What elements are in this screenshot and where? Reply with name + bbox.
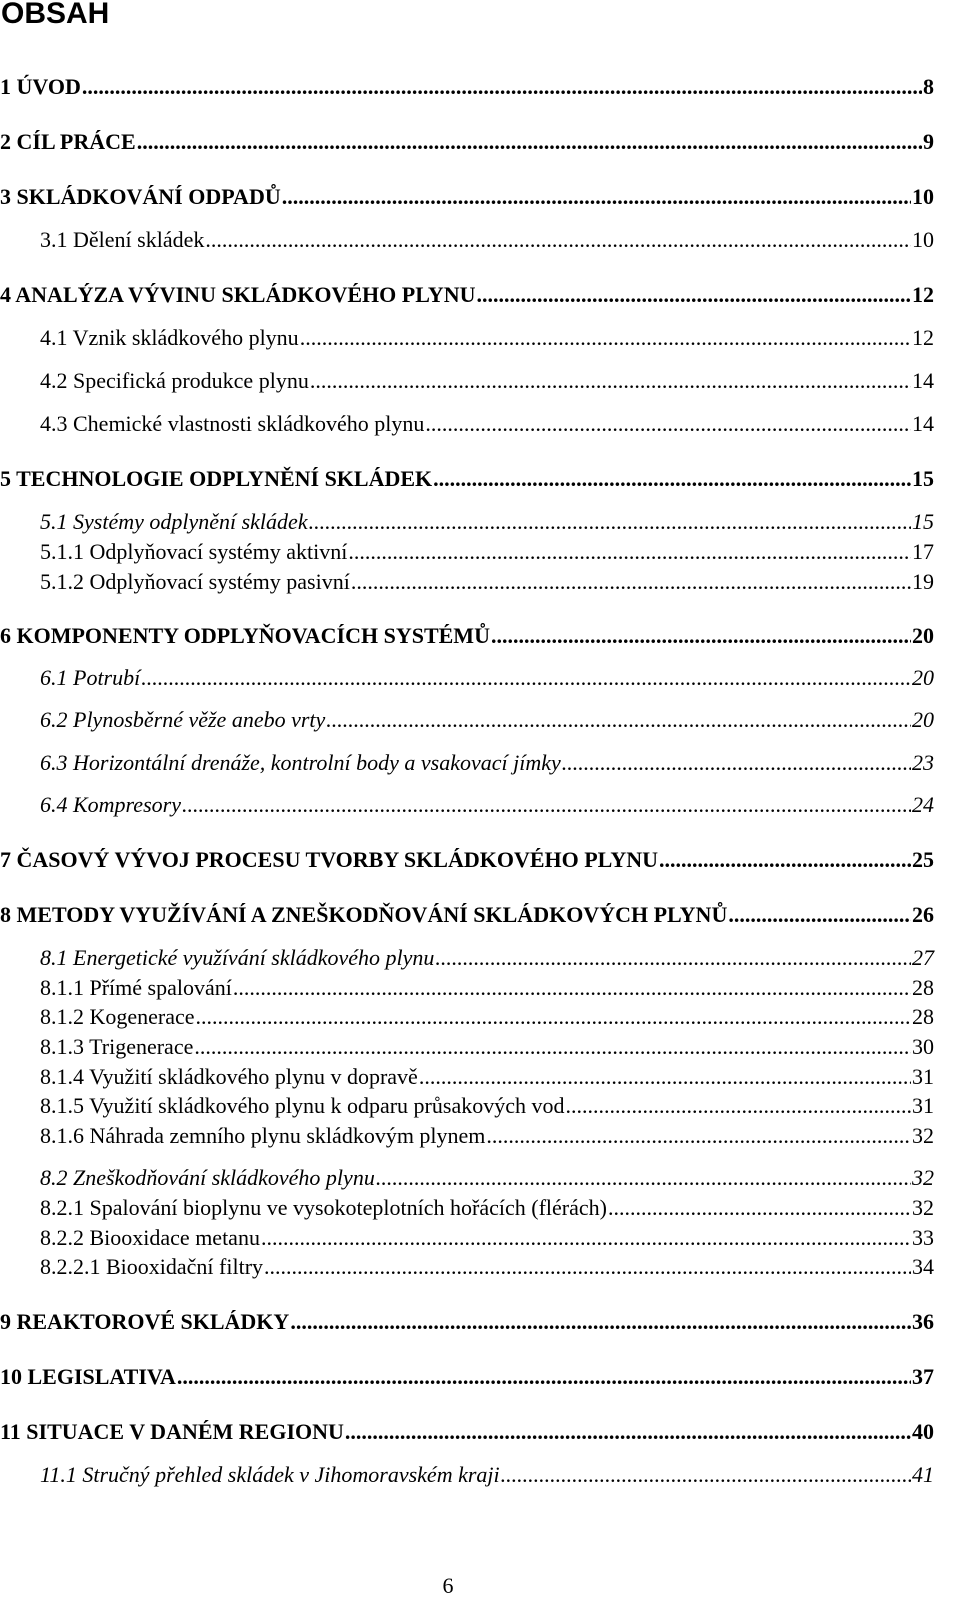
dot-leader	[137, 128, 922, 156]
toc-entry-title: 1 ÚVOD	[0, 74, 81, 99]
dot-leader	[491, 622, 911, 650]
toc-entry-title: 4.3 Chemické vlastnosti skládkového plynu	[40, 411, 425, 436]
dot-leader	[659, 846, 911, 874]
dot-leader	[300, 324, 911, 352]
dot-leader	[486, 1122, 911, 1150]
dot-leader	[477, 281, 911, 309]
toc-entry-page: 31	[912, 1064, 934, 1089]
toc-entry-title: 8 METODY VYUŽÍVÁNÍ A ZNEŠKODŇOVÁNÍ SKLÁDKOVÝCH PLYNŮ	[0, 902, 728, 927]
toc-entry-page: 20	[912, 707, 934, 732]
toc-entry[interactable]	[0, 128, 934, 156]
toc-entry-page: 31	[912, 1093, 934, 1118]
toc-entry-title: 2 CÍL PRÁCE	[0, 129, 136, 154]
toc-entry[interactable]	[40, 1063, 934, 1091]
toc-entry-title: 11 SITUACE V DANÉM REGIONU	[0, 1419, 344, 1444]
toc-entry[interactable]	[40, 1253, 934, 1281]
dot-leader	[376, 1164, 911, 1192]
toc-entry[interactable]	[40, 1092, 934, 1120]
toc-entry-page: 41	[912, 1462, 934, 1487]
toc-entry-title: 4 ANALÝZA VÝVINU SKLÁDKOVÉHO PLYNU	[0, 282, 476, 307]
toc-entry-title: 3 SKLÁDKOVÁNÍ ODPADŮ	[0, 184, 281, 209]
toc-entry[interactable]	[0, 1418, 934, 1446]
toc-entry-title: 8.1.5 Využití skládkového plynu k odparu průsakových vod	[40, 1093, 565, 1118]
toc-entry[interactable]	[0, 622, 934, 650]
toc-entry[interactable]	[40, 791, 934, 819]
toc-entry-page: 23	[912, 750, 934, 775]
dot-leader	[728, 901, 911, 929]
toc-entry-title: 9 REAKTOROVÉ SKLÁDKY	[0, 1309, 290, 1334]
dot-leader	[348, 538, 911, 566]
dot-leader	[501, 1461, 911, 1489]
toc-entry-title: 10 LEGISLATIVA	[0, 1364, 176, 1389]
toc-entry[interactable]	[0, 73, 934, 101]
toc-entry-page: 37	[912, 1364, 934, 1389]
toc-entry[interactable]	[0, 846, 934, 874]
toc-entry[interactable]	[40, 706, 934, 734]
toc-entry-page: 26	[912, 902, 934, 927]
dot-leader	[205, 226, 911, 254]
dot-leader	[309, 508, 911, 536]
toc-entry[interactable]	[40, 974, 934, 1002]
toc-entry[interactable]	[40, 1164, 934, 1192]
toc-entry-title: 8.2 Zneškodňování skládkového plynu	[40, 1165, 375, 1190]
toc-entry[interactable]	[40, 664, 934, 692]
toc-entry[interactable]	[40, 1033, 934, 1061]
toc-entry[interactable]	[40, 226, 934, 254]
toc-entry-title: 4.2 Specifická produkce plynu	[40, 368, 309, 393]
toc-entry-page: 9	[923, 129, 934, 154]
toc-entry-page: 15	[912, 466, 934, 491]
toc-entry-page: 34	[912, 1254, 934, 1279]
toc-entry[interactable]	[40, 324, 934, 352]
page-number: 6	[442, 1573, 454, 1598]
toc-entry-title: 8.2.2 Biooxidace metanu	[40, 1225, 260, 1250]
toc-entry-title: 5.1.2 Odplyňovací systémy pasivní	[40, 569, 350, 594]
dot-leader	[433, 465, 911, 493]
dot-leader	[565, 1092, 911, 1120]
toc-entry-title: 5.1 Systémy odplynění skládek	[40, 509, 308, 534]
toc-entry-page: 36	[912, 1309, 934, 1334]
dot-leader	[345, 1418, 911, 1446]
dot-leader	[194, 1033, 911, 1061]
toc-entry-page: 28	[912, 975, 934, 1000]
toc-entry[interactable]	[0, 281, 934, 309]
toc-entry-page: 8	[923, 74, 934, 99]
dot-leader	[351, 568, 911, 596]
toc-entry[interactable]	[40, 568, 934, 596]
dot-leader	[562, 749, 911, 777]
toc-entry[interactable]	[40, 1224, 934, 1252]
toc-entry-title: 5 TECHNOLOGIE ODPLYNĚNÍ SKLÁDEK	[0, 466, 433, 491]
dot-leader	[310, 367, 911, 395]
toc-entry-page: 14	[912, 411, 934, 436]
toc-entry[interactable]	[0, 1308, 934, 1336]
toc-entry-title: 8.1.3 Trigenerace	[40, 1034, 194, 1059]
toc-entry-page: 14	[912, 368, 934, 393]
toc-entry[interactable]	[40, 410, 934, 438]
toc-entry-title: 6.4 Kompresory	[40, 792, 181, 817]
toc-entry-title: 7 ČASOVÝ VÝVOJ PROCESU TVORBY SKLÁDKOVÉHO PLYNU	[0, 847, 658, 872]
toc-entry[interactable]	[40, 944, 934, 972]
toc-entry[interactable]	[40, 508, 934, 536]
toc-entry-page: 24	[912, 792, 934, 817]
toc-entry[interactable]	[40, 1194, 934, 1222]
toc-entry-page: 30	[912, 1034, 934, 1059]
dot-leader	[177, 1363, 911, 1391]
toc-entry-title: 11.1 Stručný přehled skládek v Jihomoravském kraji	[40, 1462, 500, 1487]
toc-entry-title: 8.1.4 Využití skládkového plynu v dopravě	[40, 1064, 418, 1089]
toc-entry-title: 8.2.2.1 Biooxidační filtry	[40, 1254, 264, 1279]
toc-entry-page: 15	[912, 509, 934, 534]
toc-entry-title: 8.2.1 Spalování bioplynu ve vysokoteplotních hořácích (flérách)	[40, 1195, 607, 1220]
toc-entry[interactable]	[40, 1461, 934, 1489]
toc-entry-title: 3.1 Dělení skládek	[40, 227, 205, 252]
toc-entry-title: 8.1.1 Přímé spalování	[40, 975, 232, 1000]
toc-entry[interactable]	[0, 183, 934, 211]
dot-leader	[282, 183, 911, 211]
toc-entry-page: 10	[912, 227, 934, 252]
toc-entry[interactable]	[40, 1122, 934, 1150]
toc-entry-title: 5.1.1 Odplyňovací systémy aktivní	[40, 539, 348, 564]
toc-entry-page: 20	[912, 623, 934, 648]
toc-entry[interactable]	[0, 901, 934, 929]
toc-entry-title: 4.1 Vznik skládkového plynu	[40, 325, 299, 350]
toc-entry-page: 10	[912, 184, 934, 209]
toc-entry[interactable]	[40, 538, 934, 566]
toc-entry-page: 25	[912, 847, 934, 872]
toc-entry[interactable]	[0, 1363, 934, 1391]
toc-entry-title: 6.3 Horizontální drenáže, kontrolní body a vsakovací jímky	[40, 750, 561, 775]
dot-leader	[233, 974, 911, 1002]
toc-entry-page: 40	[912, 1419, 934, 1444]
dot-leader	[419, 1063, 911, 1091]
dot-leader	[290, 1308, 911, 1336]
toc-entry-page: 17	[912, 539, 934, 564]
toc-entry-page: 27	[912, 945, 934, 970]
dot-leader	[264, 1253, 911, 1281]
page-title: OBSAH	[1, 0, 110, 30]
dot-leader	[182, 791, 911, 819]
toc-entry-page: 19	[912, 569, 934, 594]
dot-leader	[425, 410, 911, 438]
toc-entry-page: 12	[912, 325, 934, 350]
toc-entry-page: 12	[912, 282, 934, 307]
toc-entry[interactable]	[40, 749, 934, 777]
dot-leader	[82, 73, 922, 101]
toc-entry[interactable]	[0, 465, 934, 493]
toc-entry-page: 32	[912, 1123, 934, 1148]
dot-leader	[435, 944, 911, 972]
dot-leader	[261, 1224, 911, 1252]
dot-leader	[196, 1003, 911, 1031]
toc-entry-title: 8.1 Energetické využívání skládkového plynu	[40, 945, 435, 970]
toc-entry-title: 6.2 Plynosběrné věže anebo vrty	[40, 707, 326, 732]
dot-leader	[326, 706, 911, 734]
toc-entry-title: 8.1.6 Náhrada zemního plynu skládkovým plynem	[40, 1123, 486, 1148]
toc-entry-title: 8.1.2 Kogenerace	[40, 1004, 195, 1029]
toc-entry-page: 20	[912, 665, 934, 690]
toc-entry-page: 33	[912, 1225, 934, 1250]
toc-entry-page: 32	[912, 1165, 934, 1190]
toc-entry-page: 28	[912, 1004, 934, 1029]
toc-entry[interactable]	[40, 1003, 934, 1031]
toc-entry-title: 6 KOMPONENTY ODPLYŇOVACÍCH SYSTÉMŮ	[0, 623, 490, 648]
dot-leader	[608, 1194, 911, 1222]
toc-entry-title: 6.1 Potrubí	[40, 665, 141, 690]
toc-entry-page: 32	[912, 1195, 934, 1220]
dot-leader	[141, 664, 911, 692]
toc-entry[interactable]	[40, 367, 934, 395]
